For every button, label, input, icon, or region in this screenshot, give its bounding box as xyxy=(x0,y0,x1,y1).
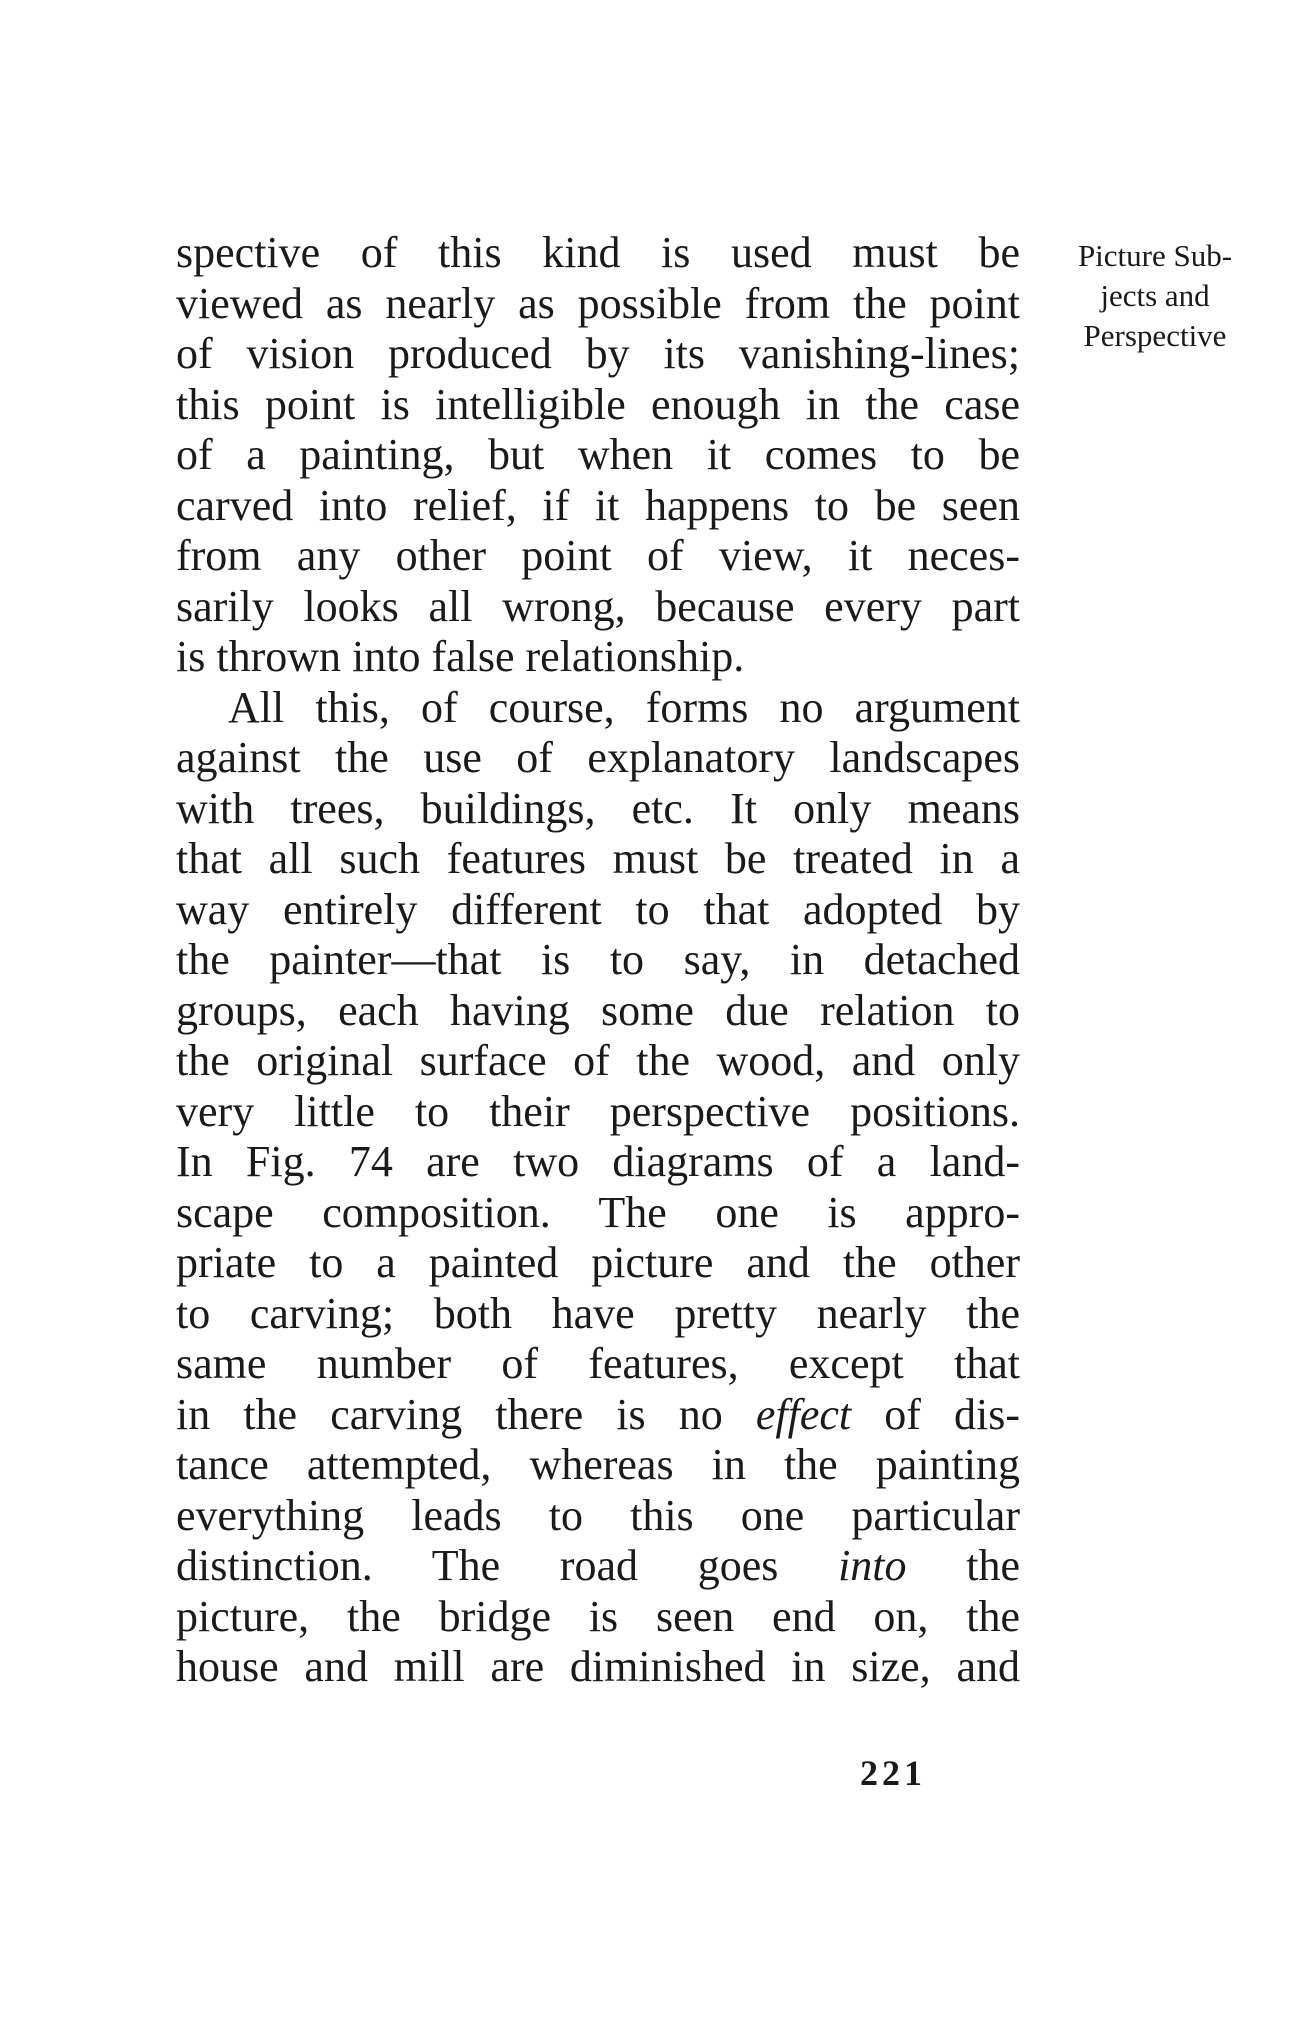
marginal-heading-line: jects and xyxy=(1100,278,1210,313)
marginal-heading xyxy=(1040,236,1270,356)
text-line: of vision produced by its vanishing-lines; xyxy=(176,329,1020,378)
text-fragment: the xyxy=(906,1541,1020,1590)
text-line: the painter—that is to say, in detached xyxy=(176,935,1020,984)
emphasized-word: into xyxy=(838,1541,907,1590)
text-line: tance attempted, whereas in the painting xyxy=(176,1440,1020,1489)
marginal-heading-line: Perspective xyxy=(1083,318,1227,353)
emphasized-word: effect xyxy=(755,1389,852,1439)
text-line: carved into relief, if it happens to be seen xyxy=(176,480,1020,530)
text-line: from any other point of view, it neces- xyxy=(176,531,1020,580)
text-line: everything leads to this one particular xyxy=(176,1490,1020,1540)
body-text xyxy=(176,228,1020,1693)
text-line-with-emphasis xyxy=(176,1390,1020,1441)
text-fragment: of dis- xyxy=(851,1389,1020,1439)
text-line: to carving; both have pretty nearly the xyxy=(176,1288,1020,1338)
text-line: way entirely different to that adopted by xyxy=(176,884,1020,934)
text-line: is thrown into false relationship. xyxy=(176,632,745,681)
text-line: In Fig. 74 are two diagrams of a land- xyxy=(176,1137,1020,1186)
text-fragment: distinction. The road goes xyxy=(176,1541,839,1590)
text-line: of a painting, but when it comes to be xyxy=(176,430,1020,479)
text-line: priate to a painted picture and the other xyxy=(176,1238,1020,1287)
text-line: that all such features must be treated in a xyxy=(176,834,1020,883)
text-line: spective of this kind is used must be xyxy=(176,228,1020,277)
text-line: against the use of explanatory landscapes xyxy=(176,733,1020,782)
text-line: sarily looks all wrong, because every part xyxy=(176,581,1020,631)
marginal-heading-line: Picture Sub- xyxy=(1077,238,1233,273)
text-line: this point is intelligible enough in the case xyxy=(176,379,1020,429)
text-line: with trees, buildings, etc. It only means xyxy=(176,783,1020,833)
text-line: same number of features, except that xyxy=(176,1339,1020,1388)
text-line: very little to their perspective positions. xyxy=(176,1086,1020,1136)
text-line: the original surface of the wood, and only xyxy=(176,1036,1020,1085)
text-line: picture, the bridge is seen end on, the xyxy=(176,1591,1020,1641)
page-number: 221 xyxy=(860,1753,926,1793)
text-fragment: in the carving there is no xyxy=(176,1389,756,1439)
text-line: house and mill are diminished in size, and xyxy=(176,1642,1020,1691)
text-line: groups, each having some due relation to xyxy=(176,985,1020,1035)
text-line-with-emphasis xyxy=(176,1541,1020,1592)
paragraph-start-line: All this, of course, forms no argument xyxy=(228,682,1020,732)
text-line: scape composition. The one is appro- xyxy=(176,1187,1020,1237)
text-line: viewed as nearly as possible from the point xyxy=(176,278,1020,328)
